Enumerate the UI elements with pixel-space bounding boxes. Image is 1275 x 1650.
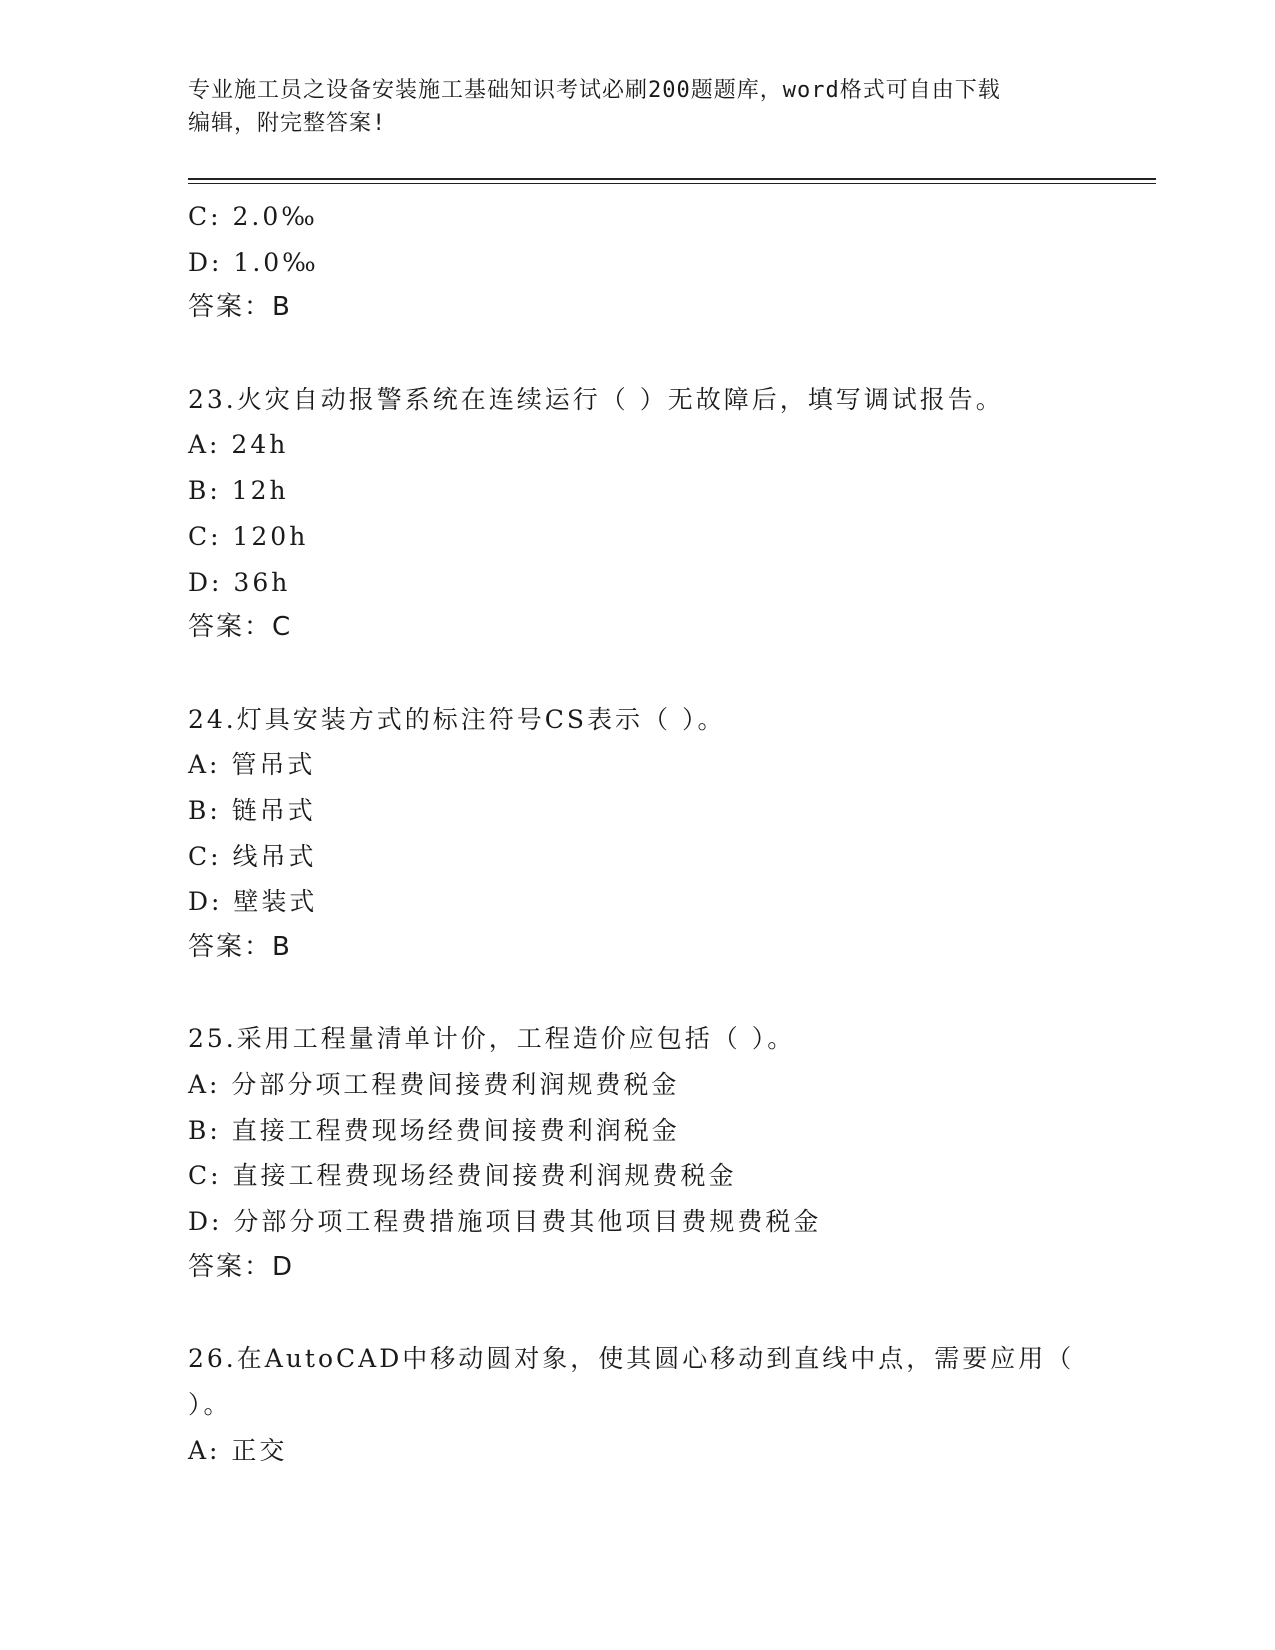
option-c: C: 120h [188,521,309,551]
header-title-line-2: 编辑，附完整答案! [188,111,387,136]
option-a: A: 正交 [188,1435,288,1465]
spacer [188,331,1088,377]
option-c: C: 直接工程费现场经费间接费利润规费税金 [188,1161,737,1191]
option-b: B: 12h [188,476,289,506]
spacer [188,651,1088,697]
option-c: C: 2.0‰ [188,202,318,231]
option-a: A: 分部分项工程费间接费利润规费税金 [188,1070,680,1100]
option-b: B: 直接工程费现场经费间接费利润税金 [188,1115,680,1145]
option-d: D: 壁装式 [188,887,318,917]
answer-line: 答案：D [188,1251,295,1282]
question-stem: 24.灯具安装方式的标注符号CS表示（ ）。 [188,704,726,734]
option-d: D: 36h [188,567,291,597]
header-divider-thin [188,183,1156,184]
header-divider-thick [188,178,1156,180]
option-b: B: 链吊式 [188,795,316,825]
answer-line: 答案：C [188,612,293,643]
question-25 [188,1016,1088,1290]
option-c: C: 线吊式 [188,841,317,871]
question-stem: 25.采用工程量清单计价，工程造价应包括（ ）。 [188,1024,796,1054]
question-stem-line-2: ）。 [188,1389,232,1419]
option-d: D: 1.0‰ [188,247,319,277]
option-a: A: 管吊式 [188,750,316,780]
question-stem-line-1: 26.在AutoCAD中移动圆对象，使其圆心移动到直线中点，需要应用（ [188,1344,1075,1374]
question-24 [188,697,1088,971]
document-header [188,74,1088,140]
answer-line: 答案：B [188,932,292,962]
option-d: D: 分部分项工程费措施项目费其他项目费规费税金 [188,1207,822,1237]
question-list [188,194,1088,1473]
spacer [188,1291,1088,1337]
question-23 [188,377,1088,651]
answer-line: 答案：B [188,292,292,323]
header-title-line-1: 专业施工员之设备安装施工基础知识考试必刷200题题库，word格式可自由下载 [188,78,1001,103]
question-stem: 23.火灾自动报警系统在连续运行（ ）无故障后，填写调试报告。 [188,384,1004,414]
question-26 [188,1336,1088,1473]
option-a: A: 24h [188,430,289,460]
spacer [188,971,1088,1017]
